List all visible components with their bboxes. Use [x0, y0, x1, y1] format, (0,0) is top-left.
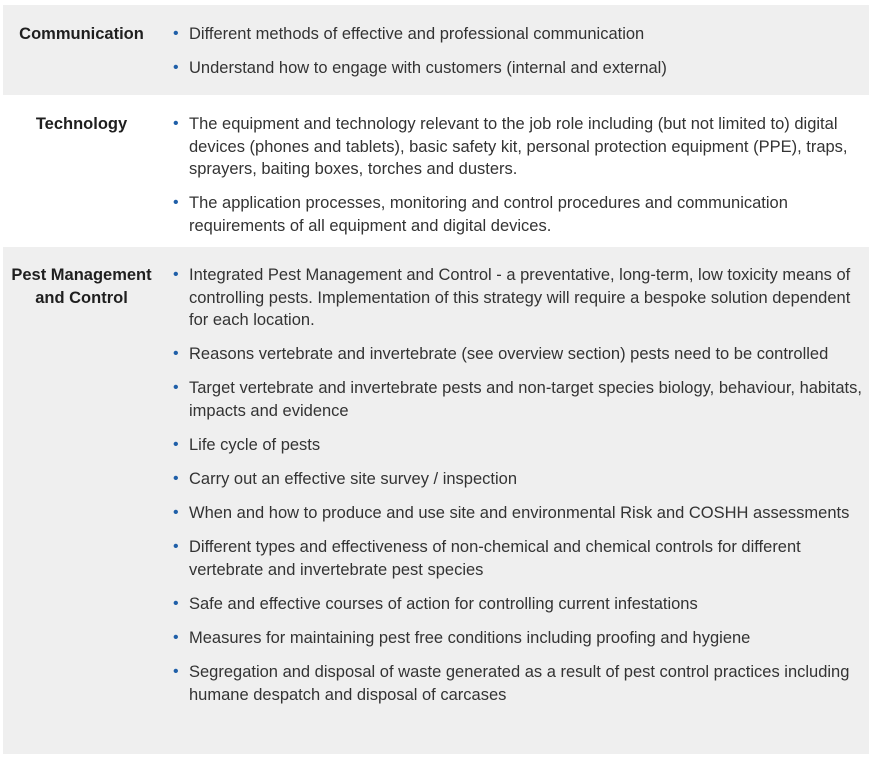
list-item: • Carry out an effective site survey / inspection — [170, 468, 869, 491]
bullet-icon: • — [173, 345, 179, 363]
row-label-pest-management: Pest Management and Control — [11, 266, 152, 307]
list-item: • Measures for maintaining pest free conditions including proofing and hygiene — [170, 627, 869, 650]
list-item: • Life cycle of pests — [170, 434, 869, 457]
bullet-icon: • — [173, 194, 179, 212]
bullet-icon: • — [173, 595, 179, 613]
bullet-icon: • — [173, 115, 179, 132]
list-item: • Different methods of effective and professional communication — [170, 23, 869, 46]
bullet-icon: • — [173, 629, 179, 647]
list-item: • Different types and effectiveness of non-chemical and chemical controls for different vertebrate and invertebrate pest species — [173, 538, 801, 579]
row-items-pest-management — [160, 264, 869, 706]
table-row-pest-management — [3, 247, 869, 754]
list-item: • Target vertebrate and invertebrate pests and non-target species biology, behaviour, habitats, impacts and evidence — [173, 379, 862, 420]
list-item: • Integrated Pest Management and Control - a preventative, long-term, low toxicity means of controlling pests. Implementation of this strategy will require a bespoke solution dependent for each location. — [173, 266, 851, 330]
list-item: • The application processes, monitoring and control procedures and communication requirements of all equipment and digital devices. — [173, 194, 788, 235]
knowledge-table — [3, 5, 869, 754]
list-item: • The equipment and technology relevant to the job role including (but not limited to) digital devices (phones and tablets), basic safety kit, personal protection equipment (PPE), traps, sprayers, baiting boxes, torches and dusters. — [173, 115, 848, 179]
row-label-communication: Communication — [19, 25, 144, 43]
row-items-technology — [160, 113, 869, 237]
row-items-communication — [160, 23, 869, 80]
bullet-icon: • — [173, 266, 179, 283]
row-label-technology: Technology — [35, 115, 128, 133]
bullet-icon: • — [173, 59, 179, 77]
list-item: • Safe and effective courses of action for controlling current infestations — [170, 593, 869, 616]
list-item: • Segregation and disposal of waste generated as a result of pest control practices including humane despatch and disposal of carcases — [173, 663, 850, 704]
bullet-icon: • — [173, 538, 179, 556]
table-row-technology — [3, 95, 869, 247]
bullet-icon: • — [173, 470, 179, 488]
bullet-icon: • — [173, 436, 179, 454]
table-row-communication — [3, 5, 869, 95]
list-item: • Understand how to engage with customers (internal and external) — [170, 57, 869, 80]
bullet-icon: • — [173, 663, 179, 681]
list-item: • Reasons vertebrate and invertebrate (see overview section) pests need to be controlled — [170, 343, 869, 366]
bullet-icon: • — [173, 504, 179, 522]
bullet-icon: • — [173, 379, 179, 397]
bullet-icon: • — [173, 25, 179, 42]
list-item: • When and how to produce and use site and environmental Risk and COSHH assessments — [170, 502, 869, 525]
